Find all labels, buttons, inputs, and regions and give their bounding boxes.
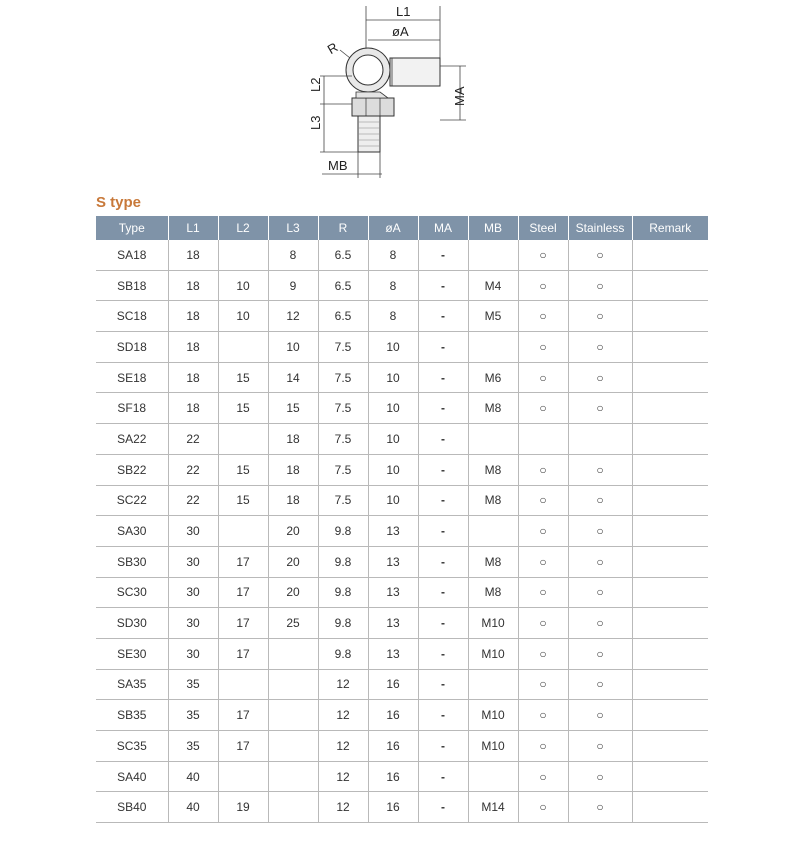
table-cell: 16 [368,700,418,731]
table-cell: 16 [368,761,418,792]
table-cell: 18 [168,393,218,424]
table-row [96,485,708,516]
table-cell: SA35 [96,669,168,700]
table-cell: 6.5 [318,301,368,332]
table-cell: 10 [368,454,418,485]
label-r: R [324,39,341,58]
table-cell [632,393,708,424]
table-cell: 8 [268,240,318,270]
table-cell [468,761,518,792]
table-cell: 18 [268,454,318,485]
table-cell [218,240,268,270]
table-row [96,332,708,363]
table-row [96,362,708,393]
table-cell: 9 [268,270,318,301]
table-cell: 10 [268,332,318,363]
table-cell: 7.5 [318,362,368,393]
table-cell: - [418,240,468,270]
table-cell: 10 [368,362,418,393]
table-cell: 7.5 [318,393,368,424]
table-cell [218,516,268,547]
table-cell: 16 [368,792,418,823]
spec-table [96,216,708,823]
table-cell: 15 [218,485,268,516]
table-cell: SC35 [96,731,168,762]
table-cell [632,546,708,577]
table-cell: ○ [568,577,632,608]
table-row [96,240,708,270]
table-cell: ○ [518,393,568,424]
table-cell: 10 [218,270,268,301]
ball-socket-drawing [300,0,480,180]
table-cell [632,424,708,455]
table-cell: 12 [318,700,368,731]
table-cell: 17 [218,731,268,762]
table-cell: 9.8 [318,608,368,639]
table-cell: 17 [218,608,268,639]
table-cell: - [418,792,468,823]
table-cell: 35 [168,731,218,762]
table-row [96,393,708,424]
table-cell [468,240,518,270]
table-cell: 13 [368,638,418,669]
table-cell: ○ [518,301,568,332]
table-cell: 30 [168,608,218,639]
table-cell [468,669,518,700]
table-cell: - [418,424,468,455]
table-cell: ○ [568,638,632,669]
label-l3: L3 [308,115,323,130]
table-cell: 10 [368,485,418,516]
table-cell: 18 [168,301,218,332]
table-cell: ○ [568,362,632,393]
table-cell: ○ [518,270,568,301]
table-cell [632,240,708,270]
table-cell: 16 [368,669,418,700]
table-cell: - [418,638,468,669]
table-cell: - [418,270,468,301]
table-header-row [96,216,708,240]
table-body [96,240,708,823]
table-cell: - [418,485,468,516]
table-cell: ○ [568,332,632,363]
table-cell: 8 [368,301,418,332]
table-cell: ○ [518,546,568,577]
table-cell: 10 [368,332,418,363]
column-header: L3 [268,216,318,240]
table-cell [632,332,708,363]
table-cell [632,270,708,301]
table-cell: ○ [518,608,568,639]
table-cell: M10 [468,608,518,639]
table-row [96,792,708,823]
table-cell [632,454,708,485]
table-row [96,454,708,485]
table-cell [218,424,268,455]
table-cell: SA22 [96,424,168,455]
column-header: Type [96,216,168,240]
table-cell: M4 [468,270,518,301]
table-cell: 12 [318,669,368,700]
table-row [96,638,708,669]
table-cell: 17 [218,638,268,669]
table-cell: - [418,731,468,762]
table-cell: 30 [168,638,218,669]
column-header: Steel [518,216,568,240]
table-cell: M5 [468,301,518,332]
table-cell [632,669,708,700]
table-cell: 18 [168,332,218,363]
table-row [96,608,708,639]
table-cell: ○ [518,638,568,669]
label-l2: L2 [308,77,323,92]
table-row [96,761,708,792]
table-cell: 12 [318,792,368,823]
table-cell: SD30 [96,608,168,639]
table-cell [468,424,518,455]
table-cell [218,761,268,792]
table-cell [268,761,318,792]
table-cell: 7.5 [318,485,368,516]
part-dimension-diagram [300,0,480,180]
table-cell: SB30 [96,546,168,577]
table-cell: 9.8 [318,577,368,608]
table-cell: 18 [168,362,218,393]
table-row [96,546,708,577]
table-cell: 17 [218,700,268,731]
table-cell: 22 [168,454,218,485]
table-cell: 35 [168,669,218,700]
table-cell: SA18 [96,240,168,270]
table-cell: SE18 [96,362,168,393]
table-cell: SD18 [96,332,168,363]
table-cell: M8 [468,577,518,608]
table-cell: ○ [518,485,568,516]
table-cell: M10 [468,638,518,669]
table-row [96,700,708,731]
table-cell: M8 [468,485,518,516]
table-cell [632,516,708,547]
label-phi-a: øA [392,24,409,39]
table-cell: - [418,669,468,700]
table-cell: 13 [368,516,418,547]
table-cell: M6 [468,362,518,393]
table-cell: ○ [518,792,568,823]
table-cell: ○ [518,731,568,762]
table-cell: ○ [518,332,568,363]
table-cell: SC18 [96,301,168,332]
table-row [96,516,708,547]
table-cell: 15 [218,454,268,485]
table-cell: SA40 [96,761,168,792]
column-header: MA [418,216,468,240]
table-cell: 13 [368,608,418,639]
table-cell: SB18 [96,270,168,301]
table-cell [632,761,708,792]
table-cell [268,638,318,669]
table-cell: 18 [268,485,318,516]
section-title: S type [96,194,142,211]
table-cell [268,669,318,700]
table-cell: SE30 [96,638,168,669]
table-cell: ○ [568,608,632,639]
table-cell: ○ [518,516,568,547]
table-cell: 15 [218,362,268,393]
table-cell: M14 [468,792,518,823]
table-cell: 9.8 [318,546,368,577]
table-cell [218,669,268,700]
table-cell: - [418,393,468,424]
table-cell: 18 [168,270,218,301]
table-cell: ○ [518,454,568,485]
column-header: R [318,216,368,240]
table-cell: - [418,516,468,547]
table-row [96,577,708,608]
table-row [96,424,708,455]
table-cell: 30 [168,546,218,577]
table-row [96,301,708,332]
table-cell: 10 [218,301,268,332]
table-cell [632,700,708,731]
column-header: MB [468,216,518,240]
table-cell: 22 [168,485,218,516]
table-cell: 20 [268,516,318,547]
label-mb: MB [328,158,348,173]
table-cell: 15 [218,393,268,424]
table-cell [268,700,318,731]
table-cell: 17 [218,546,268,577]
table-cell: 35 [168,700,218,731]
table-cell: 30 [168,577,218,608]
table-cell: SA30 [96,516,168,547]
table-cell: ○ [568,669,632,700]
table-row [96,270,708,301]
table-cell: M10 [468,731,518,762]
table-cell: M10 [468,700,518,731]
label-l1: L1 [396,4,411,19]
table-cell: - [418,546,468,577]
table-cell [632,301,708,332]
table-cell: ○ [568,393,632,424]
table-cell [568,424,632,455]
table-cell: - [418,700,468,731]
table-cell: SF18 [96,393,168,424]
table-cell: ○ [518,669,568,700]
table-cell: 18 [168,240,218,270]
table-cell: 6.5 [318,270,368,301]
column-header: L1 [168,216,218,240]
table-cell: SC22 [96,485,168,516]
table-cell: ○ [568,270,632,301]
table-cell: SB40 [96,792,168,823]
table-cell [468,516,518,547]
table-cell: - [418,608,468,639]
table-cell [632,362,708,393]
table-cell: ○ [518,761,568,792]
table-cell: 13 [368,577,418,608]
table-cell: ○ [568,731,632,762]
table-cell: - [418,332,468,363]
column-header: L2 [218,216,268,240]
table-cell: ○ [568,546,632,577]
table-cell: 6.5 [318,240,368,270]
table-cell: - [418,577,468,608]
table-row [96,669,708,700]
table-cell: 40 [168,792,218,823]
table-cell [218,332,268,363]
table-cell: 16 [368,731,418,762]
table-cell: ○ [568,761,632,792]
table-cell: ○ [518,577,568,608]
table-cell: 14 [268,362,318,393]
table-cell: 9.8 [318,516,368,547]
table-cell: ○ [518,240,568,270]
table-cell [468,332,518,363]
table-cell: - [418,454,468,485]
table-cell: 7.5 [318,454,368,485]
table-cell [632,608,708,639]
table-cell: 20 [268,577,318,608]
table-cell: ○ [568,454,632,485]
table-row [96,731,708,762]
table-cell: 9.8 [318,638,368,669]
label-ma: MA [452,86,467,106]
table-cell: ○ [568,485,632,516]
table-cell: ○ [568,700,632,731]
table-cell: ○ [518,362,568,393]
table-cell: 7.5 [318,424,368,455]
table-cell: - [418,301,468,332]
table-cell: - [418,761,468,792]
table-cell: 15 [268,393,318,424]
table-cell: 10 [368,393,418,424]
table-cell: ○ [518,700,568,731]
table-cell: ○ [568,516,632,547]
table-cell: 30 [168,516,218,547]
table-cell [632,485,708,516]
table-cell: 18 [268,424,318,455]
column-header: Remark [632,216,708,240]
table-cell: 25 [268,608,318,639]
table-cell: - [418,362,468,393]
table-cell: M8 [468,454,518,485]
table-cell: 40 [168,761,218,792]
table-cell: 12 [318,731,368,762]
table-cell: ○ [568,792,632,823]
table-cell: ○ [568,240,632,270]
table-cell [632,731,708,762]
table-cell: 13 [368,546,418,577]
table-cell [518,424,568,455]
table-cell: SC30 [96,577,168,608]
table-cell [268,731,318,762]
table-cell [268,792,318,823]
column-header: Stainless [568,216,632,240]
table-cell: 19 [218,792,268,823]
table-cell: 8 [368,240,418,270]
table-cell [632,638,708,669]
table-cell: SB35 [96,700,168,731]
table-cell [632,577,708,608]
table-cell: 22 [168,424,218,455]
table-cell: 8 [368,270,418,301]
table-cell: 10 [368,424,418,455]
table-cell: SB22 [96,454,168,485]
column-header: øA [368,216,418,240]
table-cell: ○ [568,301,632,332]
table-cell: M8 [468,546,518,577]
table-cell [632,792,708,823]
table-cell: M8 [468,393,518,424]
table-cell: 17 [218,577,268,608]
table-cell: 12 [268,301,318,332]
table-cell: 12 [318,761,368,792]
table-cell: 7.5 [318,332,368,363]
table-cell: 20 [268,546,318,577]
